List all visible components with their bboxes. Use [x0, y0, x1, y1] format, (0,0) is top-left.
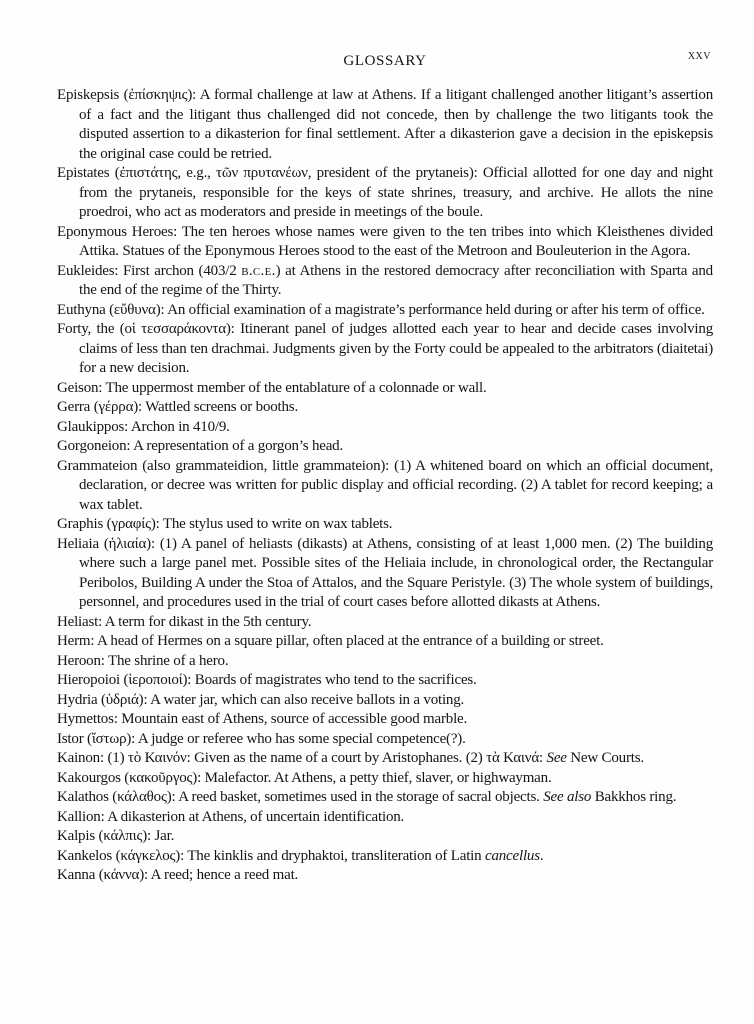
glossary-entry-kanna	[57, 866, 713, 886]
entry-text-run: Eukleides: First archon (403/2	[57, 262, 242, 279]
entry-text-run: Euthyna (εὔθυνα): An official examination of a magistrate’s performance held during or after his term of office.	[57, 301, 705, 318]
glossary-entry-herm	[57, 632, 713, 652]
entry-text-run: Heliaia (ἡλιαία): (1) A panel of heliasts (dikasts) at Athens, consisting of at least 1,000 men. (2) The building where such a large panel met. Possible sites of the Heliaia include, in chronological order, the Rectangular Peribolos, Building A under the Stoa of Attalos, and the Square Peristyle. (3) The whole system of buildings, personnel, and procedures used in the trial of court cases before allotted dikasts at Athens.	[57, 535, 713, 610]
glossary-entry-kallion	[57, 808, 713, 828]
entry-text-run: Episkepsis (ἐπίσκηψις): A formal challenge at law at Athens. If a litigant challenged another litigant’s assertion of a fact and the litigant thus challenged did not concede, then by challenge the two litigants took the disputed assertion to a dikasterion for final settlement. After a dikasterion gave a decision in the episkepsis the original case could be retried.	[57, 87, 713, 162]
glossary-entry-kankelos	[57, 847, 713, 867]
glossary-entry-eukleides	[57, 262, 713, 301]
glossary-entry-heroon	[57, 652, 713, 672]
entry-text-run: Kainon: (1) τὸ Καινόν: Given as the name of a court by Aristophanes. (2) τὰ Καινά:	[57, 750, 547, 766]
glossary-entry-kainon	[57, 749, 713, 769]
entry-text-run: Kanna (κάννα): A reed; hence a reed mat.	[57, 867, 299, 883]
entry-text-run: Epistates (ἐπιστάτης, e.g., τῶν πρυτανέων, president of the prytaneis): Official allotted for one day and night from the prytaneis, responsible for the keys of state shrines, treasury, and archive. He allots the nine proedroi, who act as moderators and preside in meetings of the boule.	[57, 165, 713, 220]
glossary-entry-hydria	[57, 691, 713, 711]
entry-text-run: Graphis (γραφίς): The stylus used to write on wax tablets.	[57, 516, 393, 532]
glossary-entry-kalathos	[57, 788, 713, 808]
glossary-entry-heliast	[57, 613, 713, 633]
glossary-entry-glaukippos	[57, 418, 713, 438]
entry-text-run: ) at Athens in the restored democracy after reconciliation with Sparta and the end of the regime of the Thirty.	[79, 262, 713, 298]
page-number: xxv	[687, 48, 711, 63]
glossary-entry-kalpis	[57, 827, 713, 847]
entry-text-run: New Courts.	[566, 750, 644, 766]
entry-text-run: Istor (ἴστωρ): A judge or referee who has some special competence(?).	[57, 730, 466, 747]
entry-text-run: b.c.e.	[241, 262, 276, 279]
glossary-entry-gerra	[57, 398, 713, 418]
entry-text-run: Hydria (ὑδριά): A water jar, which can also receive ballots in a voting.	[57, 691, 465, 708]
entry-text-run: See	[546, 750, 567, 766]
glossary-entry-episkepsis	[57, 86, 713, 164]
entry-text-run: Glaukippos: Archon in 410/9.	[57, 418, 230, 435]
entry-text-run: Hieropoioi (ἱεροποιοί): Boards of magistrates who tend to the sacrifices.	[57, 672, 477, 688]
glossary-entry-gorgoneion	[57, 437, 713, 457]
entry-text-run: Eponymous Heroes: The ten heroes whose names were given to the ten tribes into which Kleisthenes divided Attika. Statues of the Eponymous Heroes stood to the east of the Metroon and Bouleuterion in the Agora.	[57, 223, 713, 259]
entry-text-run: Kalathos (κάλαθος): A reed basket, sometimes used in the storage of sacral objects.	[57, 789, 544, 805]
page-title: GLOSSARY	[343, 53, 427, 69]
glossary-entry-geison	[57, 379, 713, 399]
page-header	[57, 48, 713, 73]
entry-text-run: See also	[543, 789, 592, 805]
glossary-entry-graphis	[57, 515, 713, 535]
entry-text-run: Kankelos (κάγκελος): The kinklis and dryphaktoi, transliteration of Latin	[57, 847, 485, 864]
glossary-entry-epistates	[57, 164, 713, 223]
entry-text-run: cancellus	[485, 847, 540, 864]
entry-text-run: Bakkhos ring.	[591, 789, 677, 805]
entry-text-run: Gerra (γέρρα): Wattled screens or booths.	[57, 399, 298, 415]
entry-text-run: Kallion: A dikasterion at Athens, of uncertain identification.	[57, 808, 405, 825]
entry-text-run: Heroon: The shrine of a hero.	[57, 652, 229, 669]
glossary-entry-hieropoioi	[57, 671, 713, 691]
entry-text-run: Herm: A head of Hermes on a square pillar, often placed at the entrance of a building or street.	[57, 633, 604, 649]
glossary-entries	[57, 86, 713, 886]
glossary-entry-euthyna	[57, 301, 713, 321]
glossary-entry-grammateion	[57, 457, 713, 516]
glossary-entry-kakourgos	[57, 769, 713, 789]
entry-text-run: Kakourgos (κακοῦργος): Malefactor. At Athens, a petty thief, slaver, or highwayman.	[57, 769, 552, 786]
entry-text-run: Gorgoneion: A representation of a gorgon’s head.	[57, 438, 344, 454]
glossary-entry-eponymous-heroes	[57, 223, 713, 262]
glossary-entry-forty-the	[57, 320, 713, 379]
entry-text-run: Heliast: A term for dikast in the 5th century.	[57, 613, 312, 630]
glossary-entry-hymettos	[57, 710, 713, 730]
entry-text-run: Hymettos: Mountain east of Athens, source of accessible good marble.	[57, 711, 468, 727]
entry-text-run: Kalpis (κάλπις): Jar.	[57, 828, 175, 844]
glossary-entry-istor	[57, 730, 713, 750]
entry-text-run: .	[539, 847, 544, 864]
entry-text-run: Forty, the (οἱ τεσσαράκοντα): Itinerant panel of judges allotted each year to hear and decide cases involving claims of less than ten drachmai. Judgments given by the Forty could be appealed to the arbitrators (diaitetai) for a new decision.	[57, 321, 713, 376]
entry-text-run: Geison: The uppermost member of the entablature of a colonnade or wall.	[57, 379, 487, 396]
glossary-entry-heliaia	[57, 535, 713, 613]
entry-text-run: Grammateion (also grammateidion, little grammateion): (1) A whitened board on which an official document, declaration, or decree was written for public display and official recording. (2) A tablet for record keeping; a wax tablet.	[57, 457, 713, 513]
